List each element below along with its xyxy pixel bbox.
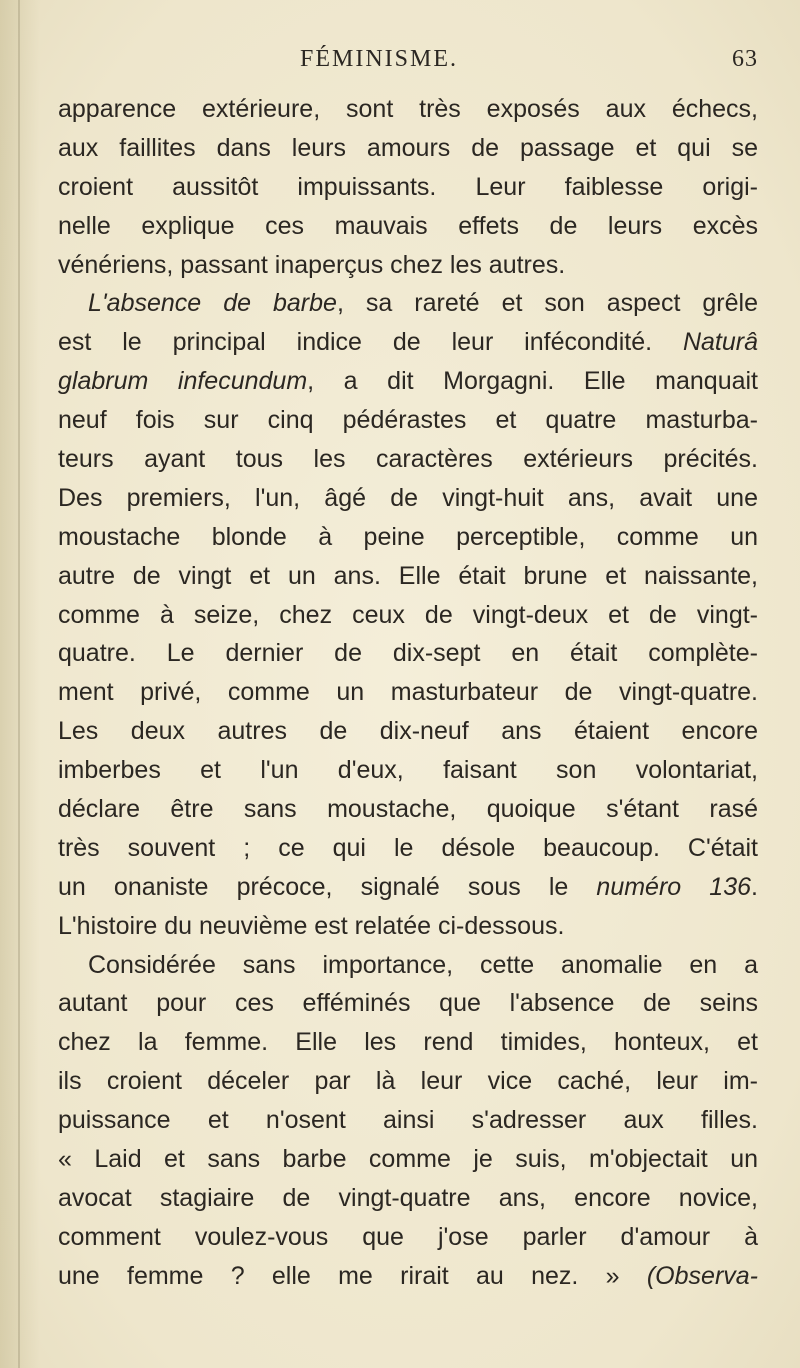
text-line [58,518,758,557]
text-line [58,984,758,1023]
text-line [58,907,758,946]
text-line [58,401,758,440]
text-line [58,712,758,751]
text-segment: croient aussitôt impuissants. Leur faiblesse origi- [58,172,758,201]
text-segment: vénériens, passant inaperçus chez les autres. [58,250,566,279]
text-segment: déclare être sans moustache, quoique s'étant rasé [58,795,758,824]
text-segment: très souvent ; ce qui le désole beaucoup. C'était [58,833,758,862]
text-segment: , sa rareté et son aspect grêle [336,289,758,318]
text-segment: ils croient déceler par là leur vice caché, leur im- [58,1067,758,1096]
text-segment: quatre. Le dernier de dix-sept en était complète- [58,639,758,668]
italic-text: (Observa- [646,1261,758,1290]
body-text [58,90,758,1296]
text-line [58,790,758,829]
text-line [58,168,758,207]
text-line [58,1062,758,1101]
text-line [58,1101,758,1140]
text-line [58,751,758,790]
text-segment: L'histoire du neuvième est relatée ci-dessous. [58,911,565,940]
text-line [58,596,758,635]
text-line [58,323,758,362]
text-line [58,1023,758,1062]
text-line [58,479,758,518]
text-line [58,868,758,907]
text-line [58,207,758,246]
text-segment: une femme ? elle me rirait au nez. » [58,1261,647,1290]
text-segment: comment voulez-vous que j'ose parler d'amour à [58,1222,758,1251]
text-line [58,90,758,129]
text-segment: Des premiers, l'un, âgé de vingt-huit ans, avait une [58,483,758,512]
italic-text: numéro 136 [596,872,752,901]
page-edge-shadow [18,0,20,1368]
text-line [58,440,758,479]
text-segment: neuf fois sur cinq pédérastes et quatre masturba- [58,406,758,435]
text-line [58,129,758,168]
text-line [58,1179,758,1218]
text-line [58,634,758,673]
text-segment: Considérée sans importance, cette anomalie en a [88,950,758,979]
text-line [58,362,758,401]
text-line [58,946,758,985]
text-line [58,557,758,596]
text-line [58,1140,758,1179]
text-segment: , a dit Morgagni. Elle manquait [307,367,759,396]
text-segment: imberbes et l'un d'eux, faisant son volontariat, [58,756,758,785]
italic-text: Naturâ [682,328,758,357]
text-line [58,1218,758,1257]
text-segment: ment privé, comme un masturbateur de vingt-quatre. [58,678,758,707]
text-segment: teurs ayant tous les caractères extérieurs précités. [58,445,758,474]
text-segment: moustache blonde à peine perceptible, comme un [58,522,758,551]
text-segment: chez la femme. Elle les rend timides, honteux, et [58,1028,758,1057]
text-line [58,829,758,868]
text-segment: . [751,872,758,901]
page-number: 63 [732,46,758,72]
text-line [58,1257,758,1296]
running-title: FÉMINISME. [300,46,459,72]
text-segment: autant pour ces efféminés que l'absence de seins [58,989,758,1018]
text-segment: aux faillites dans leurs amours de passage et qui se [58,133,758,162]
text-segment: apparence extérieure, sont très exposés aux échecs, [58,95,758,123]
text-segment: est le principal indice de leur infécondité. [58,328,683,357]
text-segment: puissance et n'osent ainsi s'adresser aux filles. [58,1106,758,1135]
text-segment: nelle explique ces mauvais effets de leurs excès [58,211,758,240]
text-segment: avocat stagiaire de vingt-quatre ans, encore novice, [58,1183,758,1212]
text-line [58,673,758,712]
italic-text: L'absence de barbe [88,289,337,318]
text-segment: autre de vingt et un ans. Elle était brune et naissante, [58,561,758,590]
text-segment: « Laid et sans barbe comme je suis, m'objectait un [58,1145,758,1174]
running-header [70,46,758,86]
text-segment: Les deux autres de dix-neuf ans étaient encore [58,717,758,746]
text-segment: un onaniste précoce, signalé sous le [58,872,597,901]
text-line [58,246,758,285]
italic-text: glabrum infecundum [58,367,308,396]
text-segment: comme à seize, chez ceux de vingt-deux et de vingt- [58,600,758,629]
text-line [58,284,758,323]
